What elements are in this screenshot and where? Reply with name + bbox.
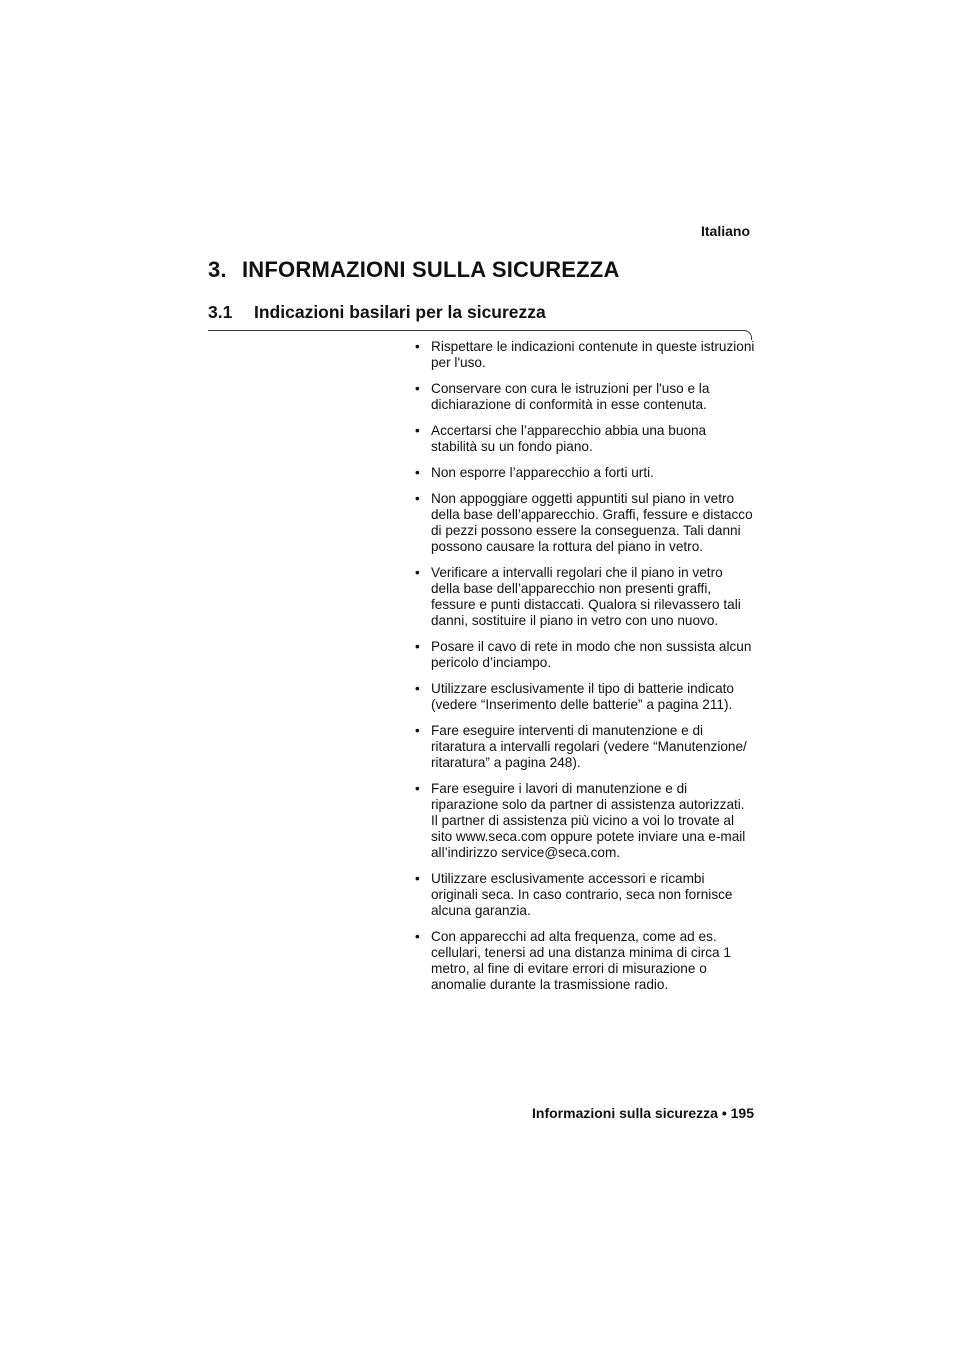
- bullet-icon: •: [415, 639, 420, 654]
- list-item-text: Utilizzare esclusivamente accessori e ricambi originali seca. In caso contrario, seca non fornisce alcuna garanzia.: [431, 871, 733, 918]
- bullet-icon: •: [415, 491, 420, 506]
- section-divider: [208, 330, 744, 331]
- list-item-text: Utilizzare esclusivamente il tipo di batterie indicato (vedere “Inserimento delle batterie” a pagina 211).: [431, 681, 734, 712]
- list-item: [415, 381, 755, 413]
- chapter-title: INFORMAZIONI SULLA SICUREZZA: [242, 257, 620, 282]
- list-item: [415, 339, 755, 371]
- list-item: [415, 465, 755, 481]
- list-item-text: Fare eseguire interventi di manutenzione e di ritaratura a intervalli regolari (vedere “Manutenzione/ ritaratura” a pagina 248).: [431, 723, 747, 770]
- chapter-number: 3.: [208, 257, 227, 282]
- list-item-text: Rispettare le indicazioni contenute in queste istruzioni per l'uso.: [431, 339, 755, 370]
- list-item-text: Accertarsi che l’apparecchio abbia una buona stabilità su un fondo piano.: [431, 423, 707, 454]
- list-item: [415, 423, 755, 455]
- bullet-icon: •: [415, 381, 420, 396]
- list-item: [415, 723, 755, 771]
- list-item-text: Conservare con cura le istruzioni per l'uso e la dichiarazione di conformità in esse contenuta.: [431, 381, 710, 412]
- list-item: [415, 565, 755, 629]
- list-item-text: Con apparecchi ad alta frequenza, come ad es. cellulari, tenersi ad una distanza minima di circa 1 metro, al fine di evitare errori di misurazione o anomalie durante la trasmissione radio.: [431, 929, 731, 992]
- bullet-icon: •: [415, 339, 420, 354]
- page-footer: Informazioni sulla sicurezza • 195: [532, 1105, 754, 1121]
- section-title: Indicazioni basilari per la sicurezza: [254, 302, 546, 322]
- list-item-text: Non appoggiare oggetti appuntiti sul piano in vetro della base dell’apparecchio. Graffi, fessure e distacco di pezzi possono essere la conseguenza. Tali danni possono causare la rottura del piano in vetro.: [431, 491, 753, 554]
- list-item: [415, 681, 755, 713]
- list-item-text: Posare il cavo di rete in modo che non sussista alcun pericolo d’inciampo.: [431, 639, 752, 670]
- section-number: 3.1: [208, 302, 233, 322]
- list-item: [415, 871, 755, 919]
- safety-instructions-list: [415, 339, 755, 1003]
- list-item: [415, 639, 755, 671]
- chapter-heading: [208, 257, 620, 283]
- bullet-icon: •: [415, 681, 420, 696]
- list-item-text: Non esporre l’apparecchio a forti urti.: [431, 465, 654, 480]
- list-item: [415, 491, 755, 555]
- list-item-text: Fare eseguire i lavori di manutenzione e di riparazione solo da partner di assistenza autorizzati. Il partner di assistenza più vicino a voi lo trovate al sito www.seca.com oppure potete inviare una e-mail all’indirizzo service@seca.com.: [431, 781, 746, 860]
- bullet-icon: •: [415, 423, 420, 438]
- section-heading: [208, 302, 546, 323]
- bullet-icon: •: [415, 565, 420, 580]
- language-label: Italiano: [700, 223, 750, 239]
- list-item-text: Verificare a intervalli regolari che il piano in vetro della base dell’apparecchio non presenti graffi, fessure e punti distaccati. Qualora si rilevassero tali danni, sostituire il piano in vetro con uno nuovo.: [431, 565, 741, 628]
- bullet-icon: •: [415, 465, 420, 480]
- bullet-icon: •: [415, 929, 420, 944]
- bullet-icon: •: [415, 723, 420, 738]
- list-item: [415, 781, 755, 861]
- bullet-icon: •: [415, 781, 420, 796]
- list-item: [415, 929, 755, 993]
- bullet-icon: •: [415, 871, 420, 886]
